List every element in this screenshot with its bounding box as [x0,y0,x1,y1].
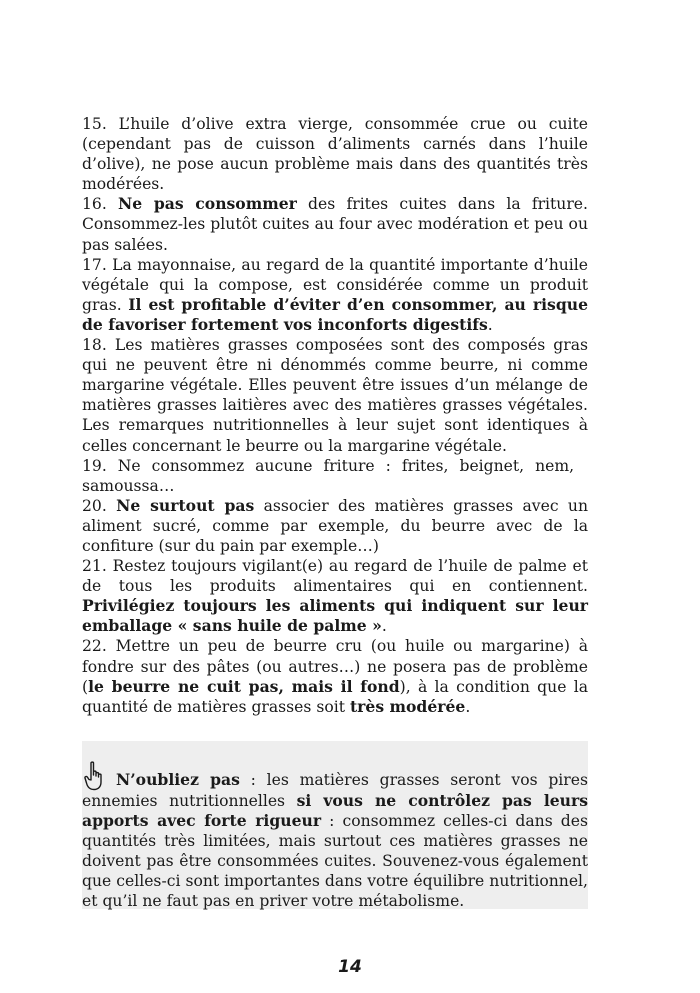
bold-emphasis: Ne pas consommer [118,194,297,214]
bold-emphasis: très modérée [349,696,466,716]
list-item: 20. Ne surtout pas associer des matières grasses avec un aliment sucré, comme par exemple, du beurre avec de la confiture (sur du pain par exemple…) [82,495,588,555]
bold-emphasis: Ne surtout pas [116,495,255,515]
page-number: 14 [338,957,362,977]
item-15-text: 15. L’huile d’olive extra vierge, consommée crue ou cuite (cependant pas de cuisson d’aliments carnés dans l’huile d’olive), ne pose aucun problème mais dans des quantités très modérées. [82,115,588,194]
reminder-box [82,741,588,909]
pointing-hand-icon [82,761,106,791]
list-item [82,114,588,194]
bold-emphasis: Il est profitable d’éviter d’en consommer, au risque de favoriser fortement vos inconforts digestifs [82,294,588,334]
list-item: 21. Restez toujours vigilant(e) au regard de l’huile de palme et de tous les produits alimentaires qui en contiennent. Privilégiez toujours les aliments qui indiquent sur leur emballage « sans huile de palme ». [82,557,588,636]
list-item: 17. La mayonnaise, au regard de la quantité importante d’huile végétale qui la compose, est considérée comme un produit gras. Il est profitable d’éviter d’en consommer, au risque de favoriser fortement vos inconforts digestifs. [82,255,588,334]
bold-emphasis: Privilégiez toujours les aliments qui indiquent sur leur emballage « sans huile de palme » [82,596,588,636]
reminder-text: N’oubliez pas : les matières grasses seront vos pires ennemies nutritionnelles si vous ne contrôlez pas leurs apports avec forte rigueur : consommez celles-ci dans des quantités très limitées, mais surtout ces matières grasses ne doivent pas être consommées cuites. Souvenez-vous également que celles-ci sont importantes dans votre équilibre nutritionnel, et qu’il ne faut pas en priver votre métabolisme. [82,741,588,912]
list-item: 18. Les matières grasses composées sont des composés gras qui ne peuvent être ni dénommés comme beurre, ni comme margarine végétale. Elles peuvent être issues d’un mélange de matières grasses laitières avec des matières grasses végétales. Les remarques nutritionnelles à leur sujet sont identiques à celles concernant le beurre ou la margarine végétale. [82,336,588,455]
bold-emphasis: si vous ne contrôlez pas leurs apports avec forte rigueur [82,791,588,831]
body-text [82,114,588,717]
list-item: 16. Ne pas consommer des frites cuites dans la friture. Consommez-les plutôt cuites au four avec modération et peu ou pas salées. [82,194,588,254]
note-title: N’oubliez pas [116,770,240,789]
list-item: 19. Ne consommez aucune friture : frites, beignet, nem, samoussa… [82,456,575,495]
bold-emphasis: le beurre ne cuit pas, mais il fond [88,676,400,696]
list-item: 22. Mettre un peu de beurre cru (ou huile ou margarine) à fondre sur des pâtes (ou autres…) ne posera pas de problème (le beurre ne cuit pas, mais il fond), à la condition que la quantité de matières grasses soit très modérée. [82,637,588,716]
